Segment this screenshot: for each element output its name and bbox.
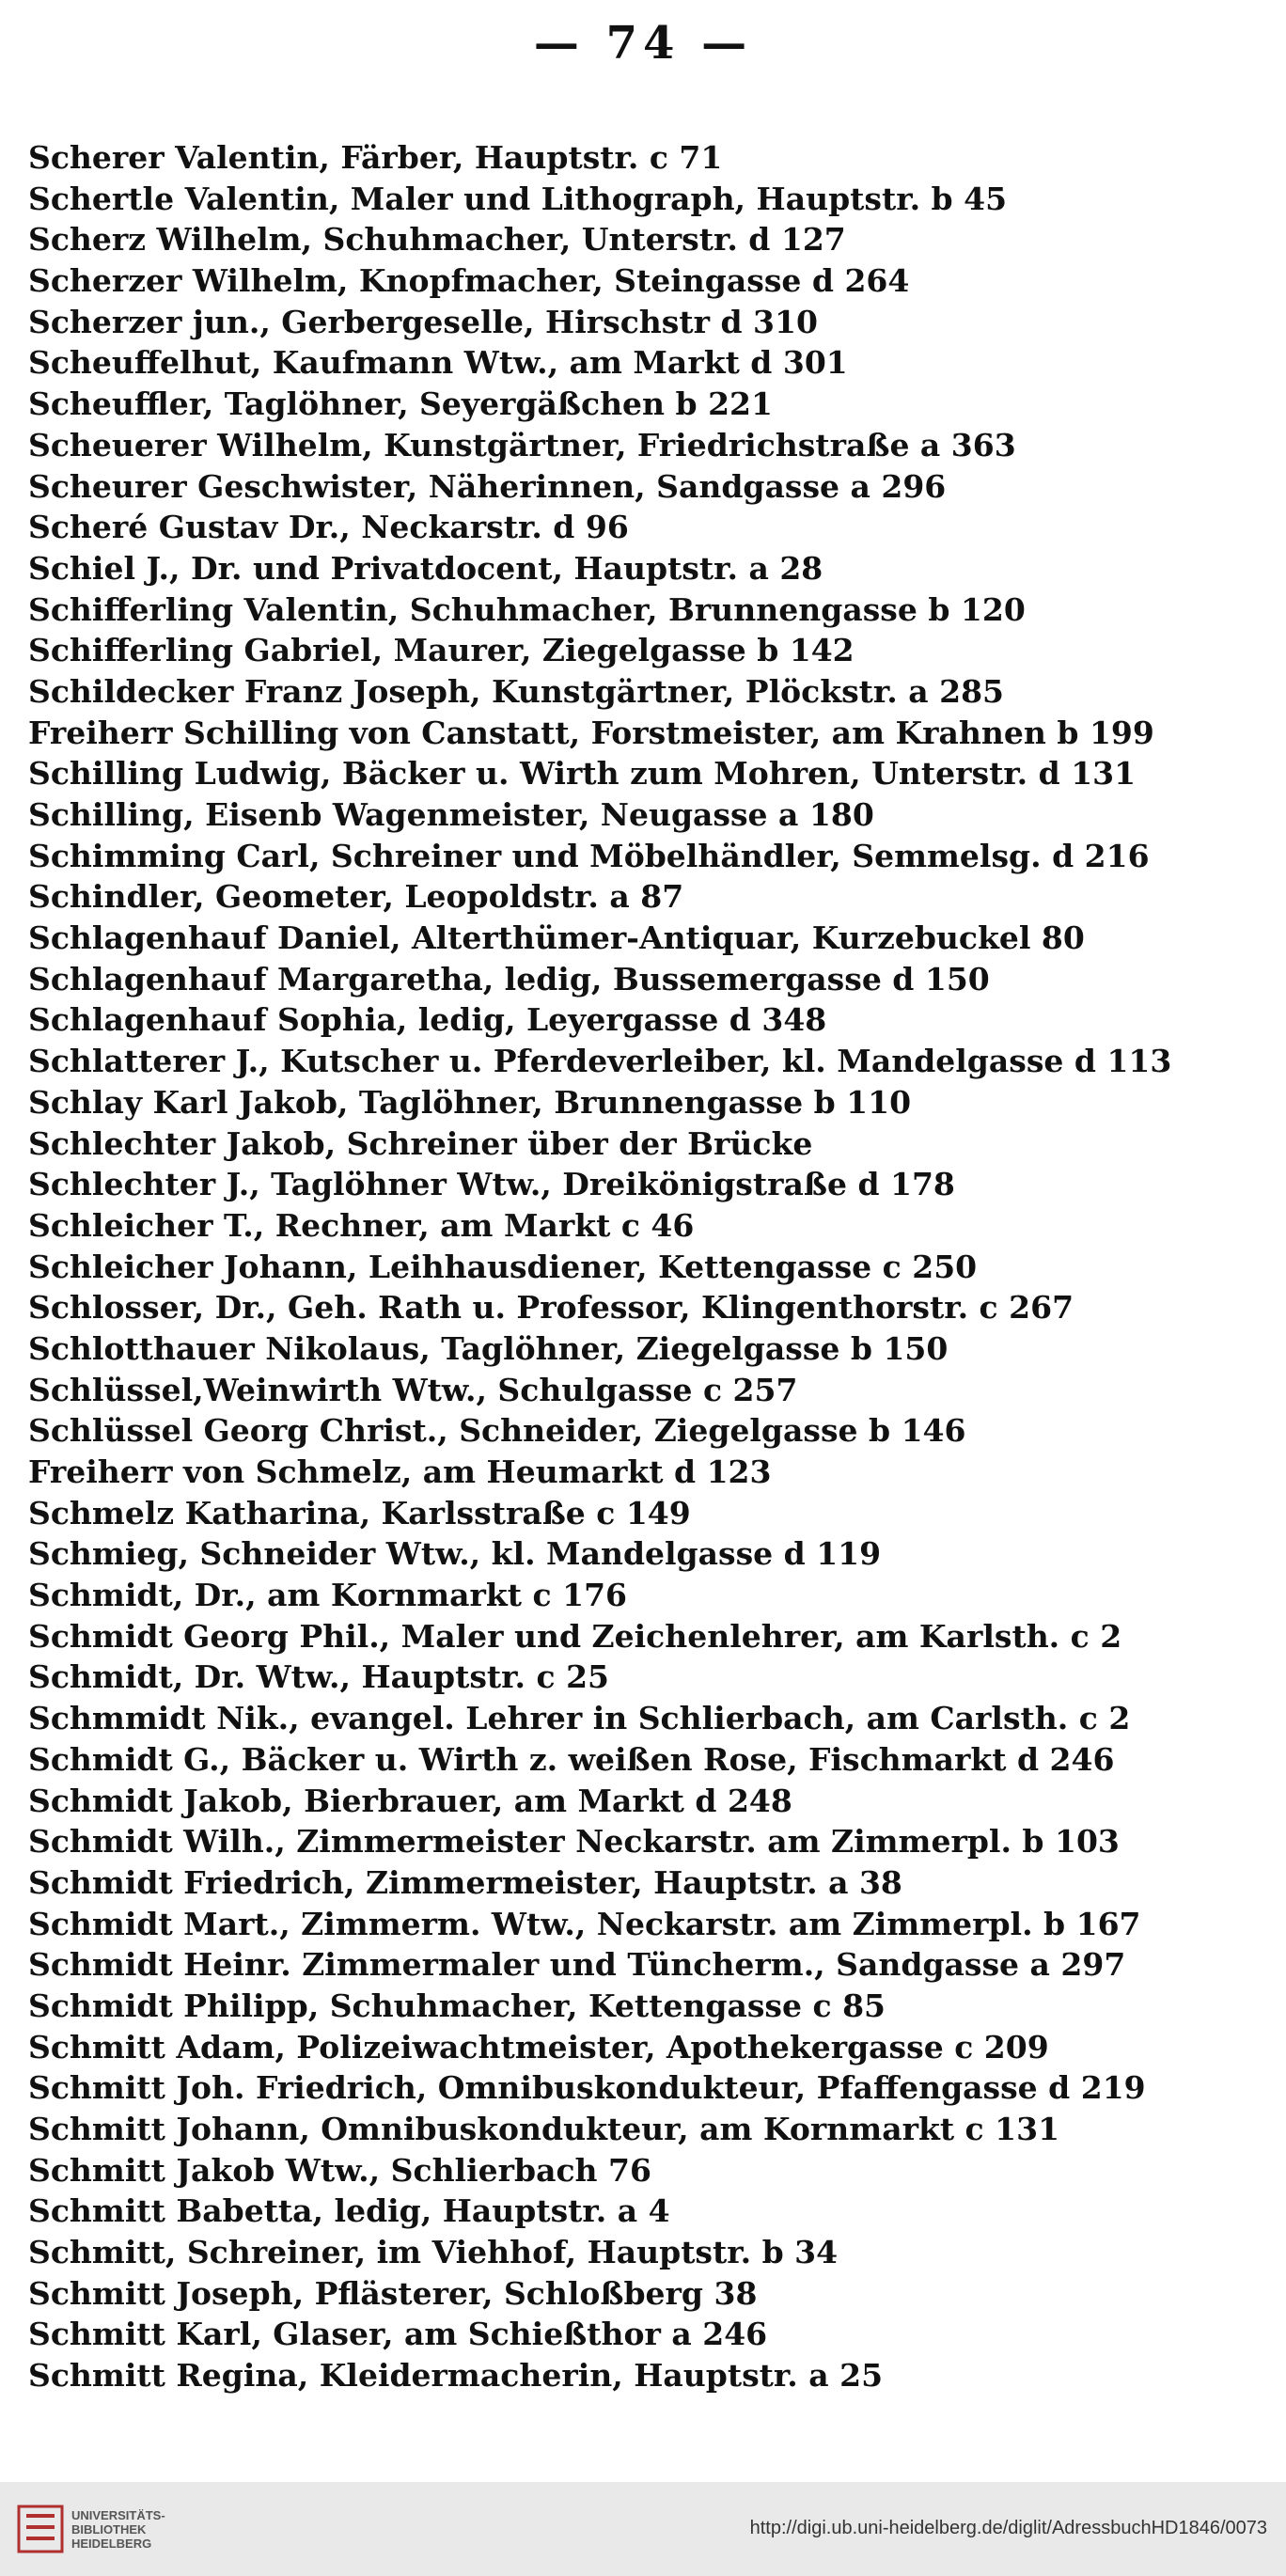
directory-entry: Schmmidt Nik., evangel. Lehrer in Schlierbach, am Carlsth. c 2 bbox=[28, 1700, 1131, 1737]
directory-entry: Schmieg, Schneider Wtw., kl. Mandelgasse d 119 bbox=[28, 1535, 882, 1573]
logo-line: HEIDELBERG bbox=[71, 2537, 152, 2551]
directory-entry: Schleicher Johann, Leihhausdiener, Kettengasse c 250 bbox=[28, 1248, 978, 1285]
library-logo-icon bbox=[17, 2503, 64, 2555]
page-number: — 74 — bbox=[533, 17, 753, 70]
directory-entry: Schmidt, Dr. Wtw., Hauptstr. c 25 bbox=[28, 1658, 610, 1696]
directory-entry: Scherzer jun., Gerbergeselle, Hirschstr d 310 bbox=[28, 303, 818, 340]
directory-entry: Schmidt Friedrich, Zimmermeister, Hauptstr. a 38 bbox=[28, 1863, 902, 1901]
directory-entry: Schlay Karl Jakob, Taglöhner, Brunnengasse b 110 bbox=[28, 1083, 912, 1121]
directory-entry: Schleicher T., Rechner, am Markt c 46 bbox=[28, 1206, 695, 1244]
directory-entry: Schlagenhauf Daniel, Alterthümer-Antiquar, Kurzebuckel 80 bbox=[28, 919, 1085, 957]
logo-line: UNIVERSITÄTS- bbox=[71, 2508, 165, 2522]
directory-entry: Schlechter J., Taglöhner Wtw., Dreikönigstraße d 178 bbox=[28, 1166, 955, 1203]
directory-entry: Scheuffelhut, Kaufmann Wtw., am Markt d 301 bbox=[28, 344, 848, 382]
directory-entry: Scheré Gustav Dr., Neckarstr. d 96 bbox=[28, 509, 629, 546]
directory-entry: Schmitt, Schreiner, im Viehhof, Hauptstr. b 34 bbox=[28, 2234, 839, 2271]
directory-entry: Freiherr Schilling von Canstatt, Forstmeister, am Krahnen b 199 bbox=[28, 714, 1154, 751]
directory-entry: Scheuffler, Taglöhner, Seyergäßchen b 221 bbox=[28, 385, 773, 423]
directory-entry: Schlüssel Georg Christ., Schneider, Ziegelgasse b 146 bbox=[28, 1412, 966, 1450]
directory-entry: Schilling Ludwig, Bäcker u. Wirth zum Mohren, Unterstr. d 131 bbox=[28, 755, 1137, 793]
directory-entry: Schlagenhauf Sophia, ledig, Leyergasse d 348 bbox=[28, 1001, 827, 1039]
directory-entry: Schlüssel,Weinwirth Wtw., Schulgasse c 257 bbox=[28, 1371, 798, 1408]
directory-entry: Schmelz Katharina, Karlsstraße c 149 bbox=[28, 1494, 691, 1531]
directory-entry: Schindler, Geometer, Leopoldstr. a 87 bbox=[28, 878, 684, 916]
directory-entry: Schildecker Franz Joseph, Kunstgärtner, Plöckstr. a 285 bbox=[28, 672, 1005, 710]
directory-entry: Schmidt Philipp, Schuhmacher, Kettengasse c 85 bbox=[28, 1987, 886, 2024]
directory-entry: Schmidt Mart., Zimmerm. Wtw., Neckarstr. am Zimmerpl. b 167 bbox=[28, 1905, 1141, 1942]
directory-entry: Schlatterer J., Kutscher u. Pferdeverleiber, kl. Mandelgasse d 113 bbox=[28, 1043, 1172, 1080]
directory-entry: Freiherr von Schmelz, am Heumarkt d 123 bbox=[28, 1453, 772, 1490]
directory-entry: Schlechter Jakob, Schreiner über der Brücke bbox=[28, 1124, 813, 1162]
directory-entry: Schifferling Valentin, Schuhmacher, Brunnengasse b 120 bbox=[28, 590, 1026, 628]
directory-entry: Schmidt, Dr., am Kornmarkt c 176 bbox=[28, 1577, 627, 1614]
directory-entry: Scheurer Geschwister, Näherinnen, Sandgasse a 296 bbox=[28, 467, 947, 505]
library-logo-text bbox=[71, 2508, 165, 2551]
logo-line: BIBLIOTHEK bbox=[71, 2522, 147, 2537]
directory-entry: Schlosser, Dr., Geh. Rath u. Professor, Klingenthorstr. c 267 bbox=[28, 1289, 1074, 1327]
directory-entry: Schmidt G., Bäcker u. Wirth z. weißen Rose, Fischmarkt d 246 bbox=[28, 1740, 1115, 1778]
directory-entry: Schmidt Heinr. Zimmermaler und Tüncherm., Sandgasse a 297 bbox=[28, 1946, 1126, 1984]
directory-entry: Schimming Carl, Schreiner und Möbelhändler, Semmelsg. d 216 bbox=[28, 837, 1150, 874]
directory-entry: Scherz Wilhelm, Schuhmacher, Unterstr. d 127 bbox=[28, 221, 846, 259]
directory-entry: Scherzer Wilhelm, Knopfmacher, Steingasse d 264 bbox=[28, 262, 910, 300]
directory-entry: Schmitt Joseph, Pflästerer, Schloßberg 38 bbox=[28, 2274, 758, 2312]
directory-entry: Schlagenhauf Margaretha, ledig, Bussemergasse d 150 bbox=[28, 960, 990, 997]
library-footer bbox=[0, 2482, 1286, 2576]
directory-entry: Schmitt Babetta, ledig, Hauptstr. a 4 bbox=[28, 2192, 670, 2230]
directory-entry: Schmitt Regina, Kleidermacherin, Hauptstr. a 25 bbox=[28, 2357, 884, 2395]
directory-entry-list bbox=[28, 137, 1269, 2396]
directory-entry: Schiel J., Dr. und Privatdocent, Hauptstr. a 28 bbox=[28, 549, 823, 587]
directory-entry: Schmitt Adam, Polizeiwachtmeister, Apothekergasse c 209 bbox=[28, 2028, 1049, 2066]
directory-entry: Scheuerer Wilhelm, Kunstgärtner, Friedrichstraße a 363 bbox=[28, 426, 1016, 463]
directory-entry: Schlotthauer Nikolaus, Taglöhner, Ziegelgasse b 150 bbox=[28, 1329, 949, 1367]
source-url-link[interactable]: http://digi.ub.uni-heidelberg.de/diglit/AdressbuchHD1846/0073 bbox=[749, 2518, 1267, 2538]
directory-entry: Scherer Valentin, Färber, Hauptstr. c 71 bbox=[28, 139, 723, 176]
directory-entry: Schmitt Johann, Omnibuskondukteur, am Kornmarkt c 131 bbox=[28, 2111, 1060, 2147]
directory-entry: Schmidt Georg Phil., Maler und Zeichenlehrer, am Karlsth. c 2 bbox=[28, 1617, 1122, 1655]
directory-entry: Schmitt Karl, Glaser, am Schießthor a 246 bbox=[28, 2316, 768, 2353]
directory-entry: Schmidt Wilh., Zimmermeister Neckarstr. am Zimmerpl. b 103 bbox=[28, 1823, 1120, 1861]
directory-entry: Schmitt Joh. Friedrich, Omnibuskondukteur, Pfaffengasse d 219 bbox=[28, 2069, 1146, 2107]
directory-entry: Schmidt Jakob, Bierbrauer, am Markt d 248 bbox=[28, 1782, 792, 1819]
directory-entry: Schertle Valentin, Maler und Lithograph, Hauptstr. b 45 bbox=[28, 180, 1008, 217]
directory-entry: Schilling, Eisenb Wagenmeister, Neugasse a 180 bbox=[28, 796, 874, 833]
directory-entry: Schmitt Jakob Wtw., Schlierbach 76 bbox=[28, 2151, 651, 2189]
directory-entry: Schifferling Gabriel, Maurer, Ziegelgasse b 142 bbox=[28, 632, 855, 669]
